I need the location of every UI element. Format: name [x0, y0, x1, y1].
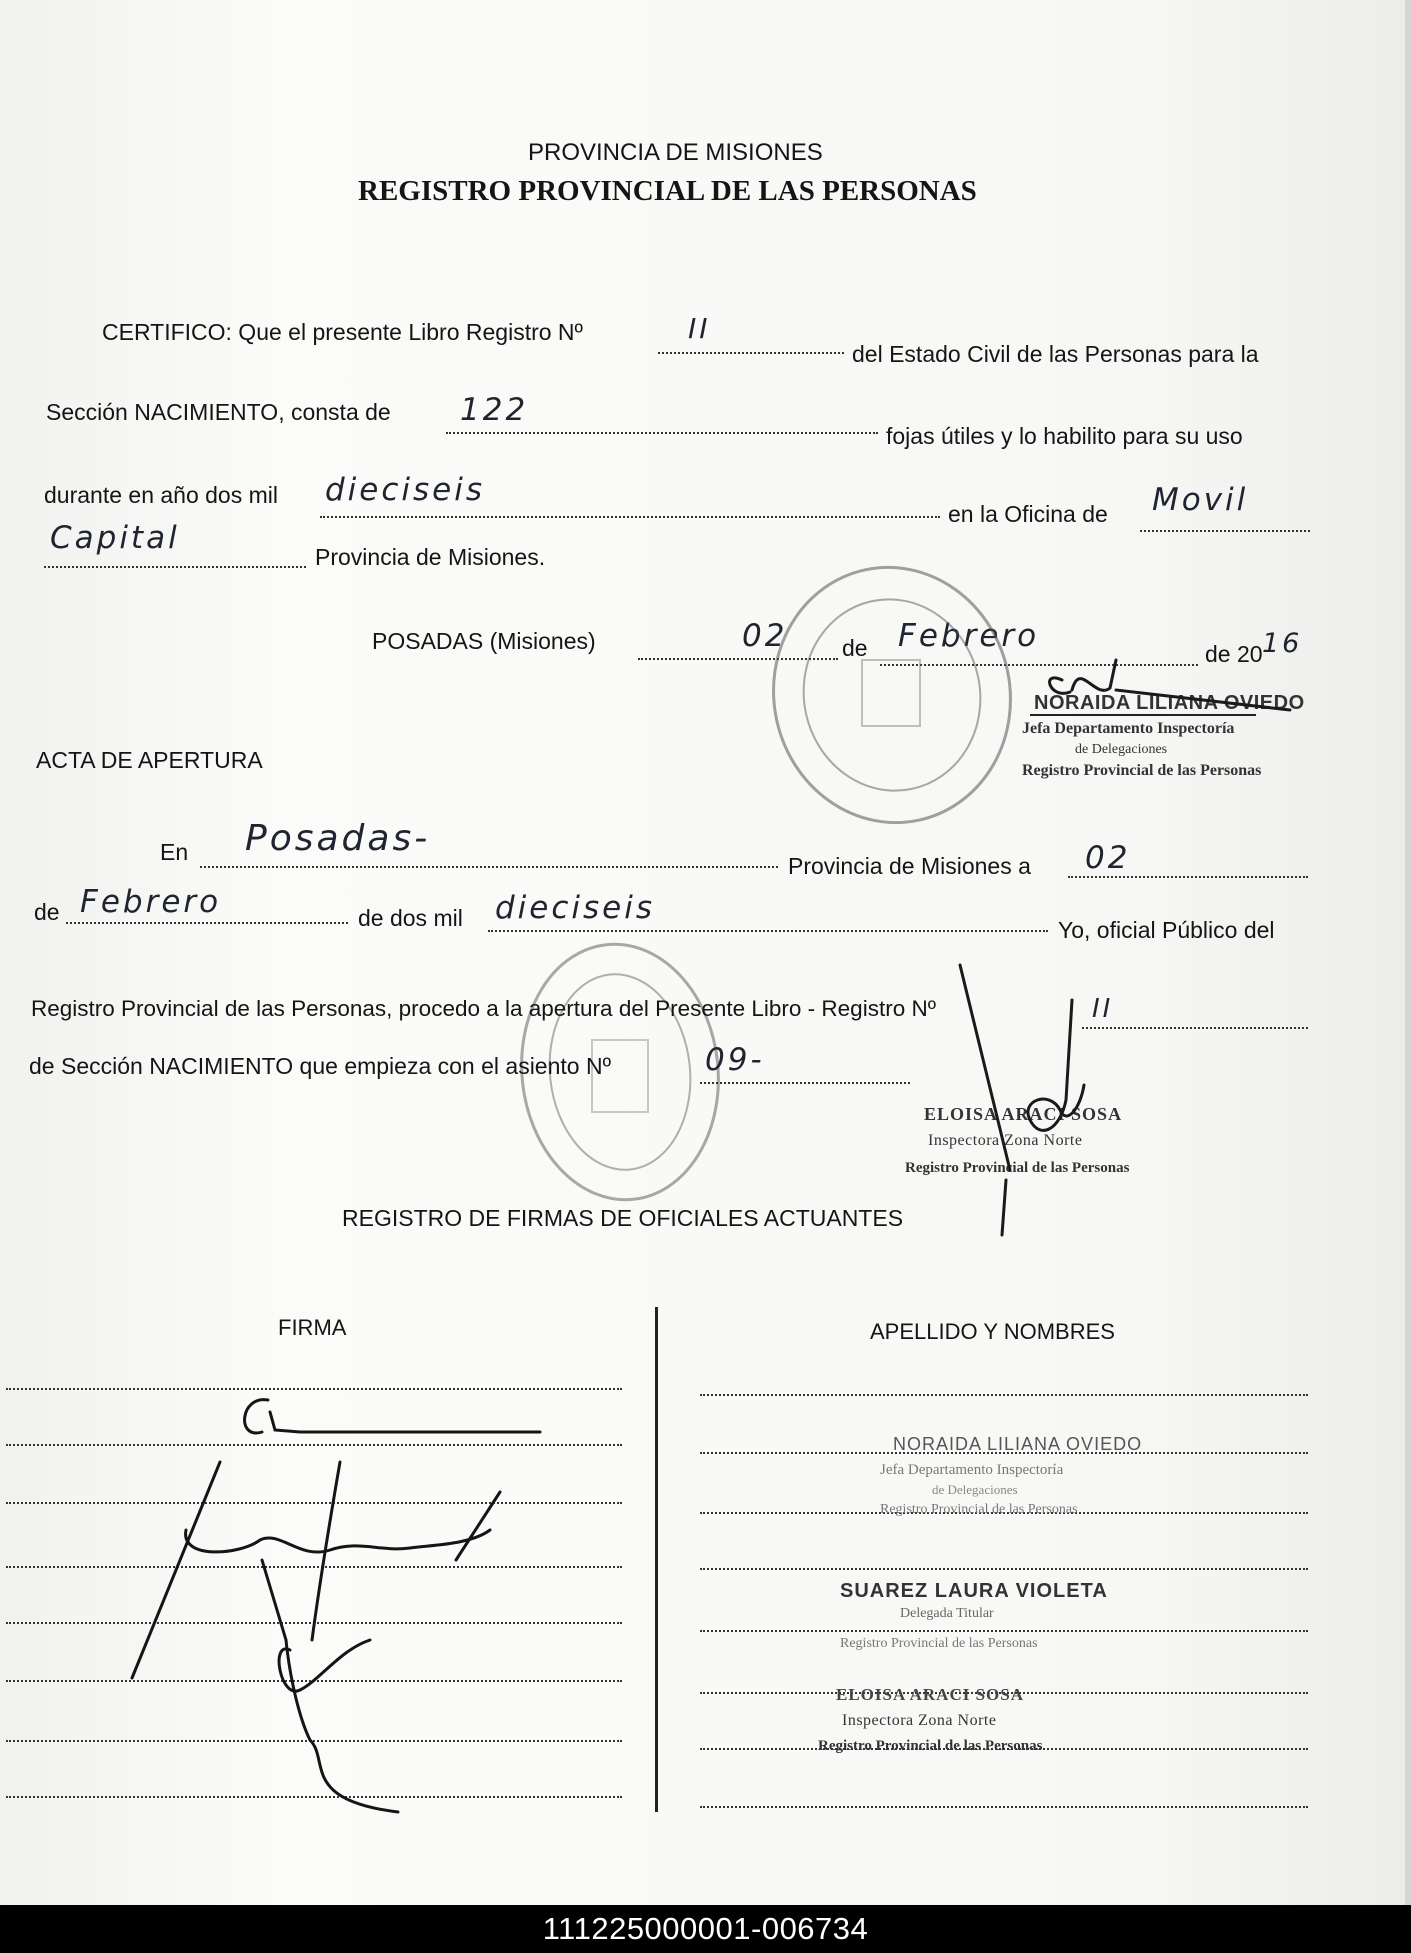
- province-heading: PROVINCIA DE MISIONES: [528, 139, 823, 166]
- apertura-day: 02: [1085, 840, 1131, 876]
- cert-place-label: POSADAS (Misiones): [372, 628, 596, 654]
- entry3-title2: Registro Provincial de las Personas: [818, 1738, 1043, 1754]
- signatures-heading: REGISTRO DE FIRMAS DE OFICIALES ACTUANTES: [342, 1205, 904, 1231]
- page-edge-shadow: [1405, 0, 1411, 1905]
- firma-row-line: [6, 1444, 622, 1446]
- entry1-title2: de Delegaciones: [932, 1482, 1018, 1497]
- dotted-line: [44, 566, 306, 568]
- dotted-line: [446, 432, 878, 434]
- cert-office-1: Movil: [1152, 482, 1249, 518]
- firma-row-line: [6, 1740, 622, 1742]
- apertura-entry-number: 09-: [705, 1042, 765, 1078]
- stamp1-underline: [1030, 714, 1256, 716]
- dotted-line: [488, 930, 1048, 932]
- cert-de-label: de: [842, 635, 868, 661]
- cert-office-2: Capital: [50, 520, 180, 556]
- stamp2-name: ELOISA ARACI SOSA: [924, 1104, 1123, 1124]
- dotted-line: [700, 1082, 910, 1084]
- entry1-name: NORAIDA LILIANA OVIEDO: [893, 1434, 1143, 1454]
- cert-line2-post: fojas útiles y lo habilito para su uso: [886, 423, 1243, 449]
- stamp2-title1: Inspectora Zona Norte: [928, 1132, 1083, 1149]
- apertura-year-words: dieciseis: [495, 890, 656, 926]
- nombres-row-line: [700, 1806, 1308, 1808]
- entry1-title3: Registro Provincial de las Personas: [880, 1502, 1078, 1517]
- apertura-province-label: Provincia de Misiones a: [788, 853, 1031, 879]
- col-firma-header: FIRMA: [278, 1315, 347, 1340]
- apertura-en-label: En: [160, 839, 189, 865]
- cert-line1-post: del Estado Civil de las Personas para la: [852, 341, 1259, 367]
- dotted-line: [1068, 876, 1308, 878]
- apertura-heading: ACTA DE APERTURA: [36, 747, 263, 773]
- apertura-month: Febrero: [80, 884, 222, 920]
- apertura-line4: de Sección NACIMIENTO que empieza con el asiento Nº: [29, 1053, 611, 1079]
- stamp1-title2: de Delegaciones: [1075, 742, 1168, 757]
- stamp1-title3: Registro Provincial de las Personas: [1022, 762, 1262, 779]
- dotted-line: [658, 352, 844, 354]
- dotted-line: [1140, 530, 1310, 532]
- dotted-line: [320, 516, 940, 518]
- entry2-title1: Delegada Titular: [900, 1606, 994, 1621]
- apertura-yo-label: Yo, oficial Público del: [1058, 917, 1275, 943]
- column-divider: [655, 1307, 658, 1812]
- entry2-title2: Registro Provincial de las Personas: [840, 1636, 1038, 1651]
- cert-book-number: II: [688, 312, 711, 345]
- firma-row-line: [6, 1796, 622, 1798]
- cert-year-label: de 20: [1205, 641, 1263, 667]
- entry2-name: SUAREZ LAURA VIOLETA: [840, 1580, 1108, 1602]
- apertura-city: Posadas-: [245, 818, 431, 859]
- col-nombres-header: APELLIDO Y NOMBRES: [870, 1319, 1115, 1344]
- cert-line1-pre: CERTIFICO: Que el presente Libro Registro Nº: [102, 319, 583, 345]
- document-id-footer: 111225000001-006734: [0, 1905, 1411, 1953]
- cert-day: 02: [742, 618, 788, 654]
- stamp2-title2: Registro Provincial de las Personas: [905, 1160, 1130, 1176]
- entry3-title1: Inspectora Zona Norte: [842, 1712, 997, 1729]
- entry3-name: ELOISA ARACI SOSA: [836, 1685, 1025, 1704]
- dotted-line: [638, 658, 838, 660]
- dotted-line: [880, 664, 1198, 666]
- firma-row-line: [6, 1680, 622, 1682]
- entry1-title1: Jefa Departamento Inspectoría: [880, 1462, 1064, 1478]
- cert-year-suffix: 16: [1262, 628, 1303, 659]
- dotted-line: [200, 866, 778, 868]
- firma-row-line: [6, 1388, 622, 1390]
- registry-heading: REGISTRO PROVINCIAL DE LAS PERSONAS: [358, 175, 977, 207]
- cert-line3-pre: durante en año dos mil: [44, 482, 278, 508]
- stamp1-name: NORAIDA LILIANA OVIEDO: [1034, 692, 1305, 714]
- cert-folios: 122: [460, 392, 529, 428]
- nombres-row-line: [700, 1394, 1308, 1396]
- cert-month: Febrero: [898, 618, 1040, 654]
- apertura-line3: Registro Provincial de las Personas, procedo a la apertura del Presente Libro - Registro Nº: [31, 996, 936, 1021]
- dotted-line: [66, 922, 348, 924]
- firma-row-line: [6, 1622, 622, 1624]
- cert-line2-pre: Sección NACIMIENTO, consta de: [46, 399, 391, 425]
- dotted-line: [1082, 1027, 1308, 1029]
- apertura-book-number: II: [1092, 994, 1114, 1024]
- stamp1-title1: Jefa Departamento Inspectoría: [1022, 720, 1235, 737]
- apertura-de-label: de: [34, 899, 60, 925]
- nombres-row-line: [700, 1630, 1308, 1632]
- nombres-row-line: [700, 1568, 1308, 1570]
- firma-row-line: [6, 1502, 622, 1504]
- firma-row-line: [6, 1566, 622, 1568]
- cert-year-words: dieciseis: [325, 472, 486, 508]
- apertura-dosmil-label: de dos mil: [358, 905, 463, 931]
- cert-line3-mid: en la Oficina de: [948, 501, 1108, 527]
- cert-line4-post: Provincia de Misiones.: [315, 544, 546, 570]
